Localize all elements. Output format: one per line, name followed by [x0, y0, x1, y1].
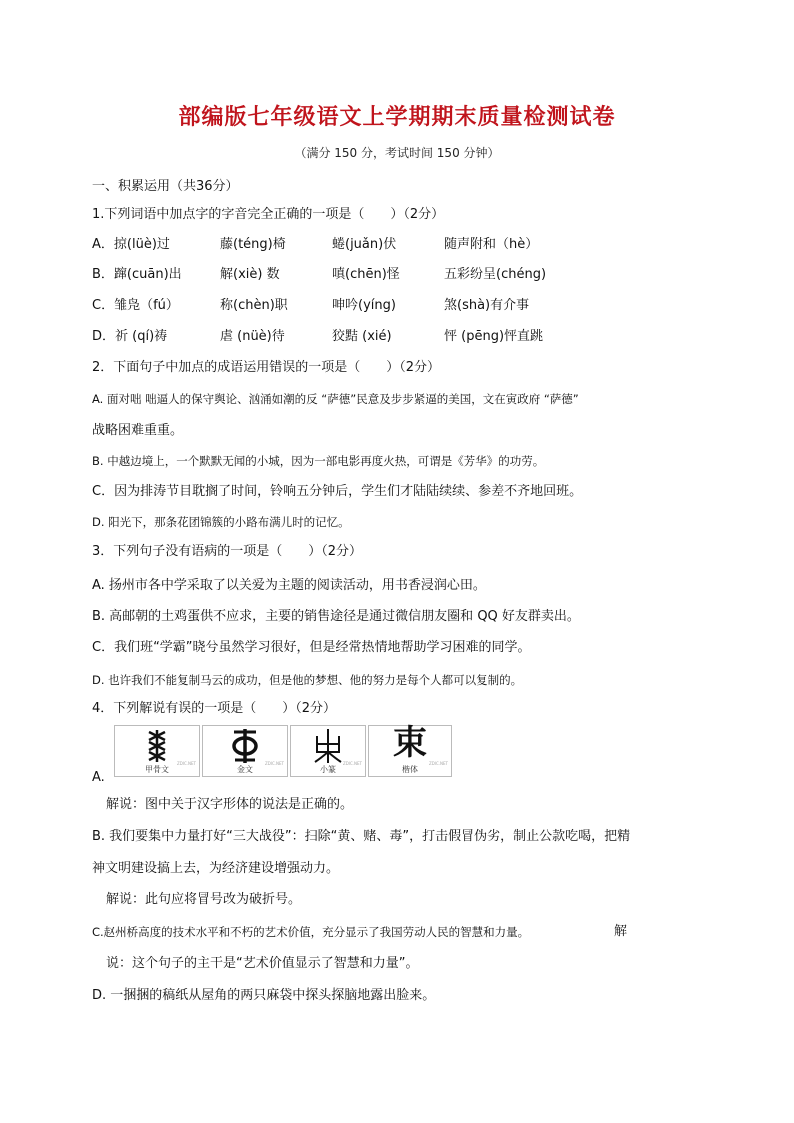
- q4-option-c: C.赵州桥高度的技术水平和不朽的艺术价值，充分显示了我国劳动人民的智慧和力量。: [92, 925, 530, 939]
- glyph-caption-seal: 小篆: [320, 765, 336, 774]
- q2-option-b: B. 中越边境上，一个默默无闻的小城，因为一部电影再度火热，可谓是《芳华》的功劳。: [92, 454, 545, 468]
- q1-option-d-3: 狡黠 (xié): [332, 329, 392, 344]
- q1-option-c-1: C．雏凫（fú）: [92, 298, 179, 313]
- q4-option-b-note: 解说：此句应将冒号改为破折号。: [106, 892, 302, 907]
- q1-option-d-4: 怦 (pēng)怦直跳: [444, 329, 544, 344]
- q1-option-c-3: 呻吟(yíng): [332, 298, 396, 313]
- q1-option-a-2: 藤(téng)椅: [220, 237, 286, 252]
- q1-option-c-2: 称(chèn)职: [220, 298, 288, 313]
- q2-option-d: D. 阳光下，那条花团锦簇的小路布满儿时的记忆。: [92, 515, 350, 529]
- q2-option-c: C．因为排涛节目耽搁了时间，铃响五分钟后，学生们才陆陆续续、参差不齐地回班。: [92, 484, 583, 499]
- q1-option-c-4: 煞(shà)有介事: [444, 298, 530, 313]
- regular-script-glyph: 束 ZDIC.NET 楷体: [368, 725, 452, 777]
- question-4-stem: 4．下列解说有误的一项是（ ）（2分）: [92, 701, 337, 716]
- q4-option-a-note: 解说：图中关于汉字形体的说法是正确的。: [106, 797, 354, 812]
- character-evolution-figure: [114, 725, 450, 775]
- q3-option-d: D. 也许我们不能复制马云的成功，但是他的梦想、他的努力是每个人都可以复制的。: [92, 673, 523, 687]
- bronze-glyph: ZDIC.NET 金文: [202, 725, 288, 777]
- q1-option-d-2: 虐 (nüè)待: [220, 329, 285, 344]
- q1-option-b-4: 五彩纷呈(chéng): [444, 267, 547, 282]
- q4-option-c-note: 说：这个句子的主干是“艺术价值显示了智慧和力量”。: [106, 956, 419, 971]
- q4-option-b: B. 我们要集中力量打好“三大战役”：扫除“黄、赌、毒”，打击假冒伪劣，制止公款吃喝，把精: [92, 829, 631, 844]
- q3-option-b: B. 高邮朝的土鸡蛋供不应求，主要的销售途径是通过微信朋友圈和 QQ 好友群卖出。: [92, 609, 580, 624]
- section-heading: 一、积累运用（共36分）: [92, 179, 239, 194]
- question-3-stem: 3．下列句子没有语病的一项是（ ）（2分）: [92, 544, 363, 559]
- q1-option-b-3: 嗔(chēn)怪: [332, 267, 400, 282]
- page-title: 部编版七年级语文上学期期末质量检测试卷: [178, 105, 616, 130]
- q4-option-c-tail: 解: [614, 924, 628, 939]
- q2-option-a-cont: 战略困难重重。: [92, 423, 184, 438]
- q1-option-a-3: 蜷(juǎn)伏: [332, 237, 397, 252]
- q1-option-b-2: 解(xiè) 数: [220, 267, 280, 282]
- q4-option-b-cont: 神文明建设搞上去，为经济建设增强动力。: [92, 861, 340, 876]
- q1-option-d-1: D．祈 (qí)祷: [92, 329, 168, 344]
- q1-option-a-4: 随声附和（hè）: [444, 237, 539, 252]
- seal-script-glyph: ZDIC.NET 小篆: [290, 725, 366, 777]
- exam-subtitle: （满分 150 分，考试时间 150 分钟）: [294, 146, 500, 160]
- oracle-bone-glyph: ZDIC.NET 甲骨文: [114, 725, 200, 777]
- q2-option-a: A. 面对咄 咄逼人的保守舆论、汹涌如潮的反 “萨德”民意及步步紧逼的美国，文在寅政府 “萨德”: [92, 392, 579, 406]
- question-2-stem: 2．下面句子中加点的成语运用错误的一项是（ ）（2分）: [92, 360, 441, 375]
- glyph-caption-bronze: 金文: [237, 765, 253, 774]
- q4-option-d: D. 一捆捆的稿纸从屋角的两只麻袋中探头探脑地露出脸来。: [92, 988, 436, 1003]
- glyph-caption-oracle: 甲骨文: [145, 765, 169, 774]
- question-1-stem: 1.下列词语中加点字的字音完全正确的一项是（ ）（2分）: [92, 207, 445, 222]
- q4-option-a-label: A.: [92, 770, 105, 785]
- glyph-caption-regular: 楷体: [402, 765, 418, 774]
- q3-option-a: A. 扬州市各中学采取了以关爱为主题的阅读活动，用书香浸润心田。: [92, 578, 486, 593]
- q3-option-c: C．我们班“学霸”晓兮虽然学习很好，但是经常热情地帮助学习困难的同学。: [92, 640, 531, 655]
- q1-option-b-1: B．蹿(cuān)出: [92, 267, 182, 282]
- q1-option-a-1: A．掠(lüè)过: [92, 237, 170, 252]
